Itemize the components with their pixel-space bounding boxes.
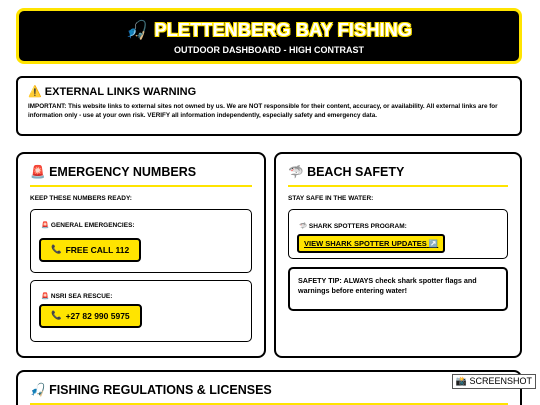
safety-tip-box <box>288 267 508 311</box>
call-112-button[interactable] <box>39 238 141 262</box>
warning-title <box>28 85 510 98</box>
phone-icon: 📞 <box>51 245 62 255</box>
regulations-title <box>30 382 508 405</box>
external-links-warning <box>16 76 522 136</box>
beach-safety-card <box>274 152 522 358</box>
fishing-rod-icon: 🎣 <box>30 382 46 397</box>
shark-spotters-box <box>288 209 508 259</box>
general-emergency-label-text: GENERAL EMERGENCIES: <box>50 222 135 229</box>
sea-rescue-label <box>41 292 112 300</box>
camera-icon: 📸 <box>455 377 467 387</box>
beach-title <box>288 164 508 187</box>
view-shark-updates-label: VIEW SHARK SPOTTER UPDATES <box>304 239 427 248</box>
general-emergency-label <box>41 221 135 229</box>
external-link-icon: ↗️ <box>428 239 439 248</box>
screenshot-label: SCREENSHOT <box>469 376 532 386</box>
siren-icon: 🚨 <box>41 221 50 229</box>
shark-spotters-label-text: SHARK SPOTTERS PROGRAM: <box>308 223 407 230</box>
general-emergency-box <box>30 209 252 273</box>
emergency-title <box>30 164 252 187</box>
emergency-numbers-card <box>16 152 266 358</box>
sea-rescue-box <box>30 280 252 342</box>
call-nsri-label: +27 82 990 5975 <box>65 311 130 321</box>
view-shark-updates-link[interactable] <box>297 234 445 253</box>
shark-icon: 🦈 <box>288 164 304 179</box>
warning-title-text: EXTERNAL LINKS WARNING <box>44 86 197 98</box>
call-112-label: FREE CALL 112 <box>65 245 130 255</box>
regulations-title-text: FISHING REGULATIONS & LICENSES <box>49 383 272 397</box>
screenshot-button[interactable] <box>452 374 536 389</box>
safety-tip-heading: SAFETY TIP: <box>298 276 342 285</box>
emergency-title-text: EMERGENCY NUMBERS <box>49 165 197 179</box>
page-title <box>19 20 519 41</box>
warning-icon: ⚠️ <box>28 85 42 98</box>
warning-text: IMPORTANT: This website links to external sites not owned by us. We are NOT responsible for their content, accuracy, or availability. All external links are for information only - use at your own risk. VERIFY all information independently, especially safety and emergency data. <box>28 103 498 119</box>
sea-rescue-label-text: NSRI SEA RESCUE: <box>50 293 113 300</box>
fishing-regulations-card <box>16 370 522 405</box>
beach-lead: STAY SAFE IN THE WATER: <box>288 195 374 202</box>
page-title-text: PLETTENBERG BAY FISHING <box>154 20 413 40</box>
fishing-rod-icon: 🎣 <box>125 20 149 41</box>
beach-title-text: BEACH SAFETY <box>307 165 405 179</box>
header-banner <box>16 8 522 64</box>
shark-spotters-label <box>299 222 407 230</box>
siren-icon: 🚨 <box>41 292 50 300</box>
call-nsri-button[interactable] <box>39 304 142 328</box>
safety-tip-text: ALWAYS check shark spotter flags and warnings before entering water! <box>298 276 477 295</box>
page-subtitle: OUTDOOR DASHBOARD - HIGH CONTRAST <box>174 45 364 55</box>
siren-icon: 🚨 <box>30 164 46 179</box>
phone-icon: 📞 <box>51 311 62 321</box>
shark-icon: 🦈 <box>299 222 308 230</box>
emergency-lead: KEEP THESE NUMBERS READY: <box>30 195 132 202</box>
